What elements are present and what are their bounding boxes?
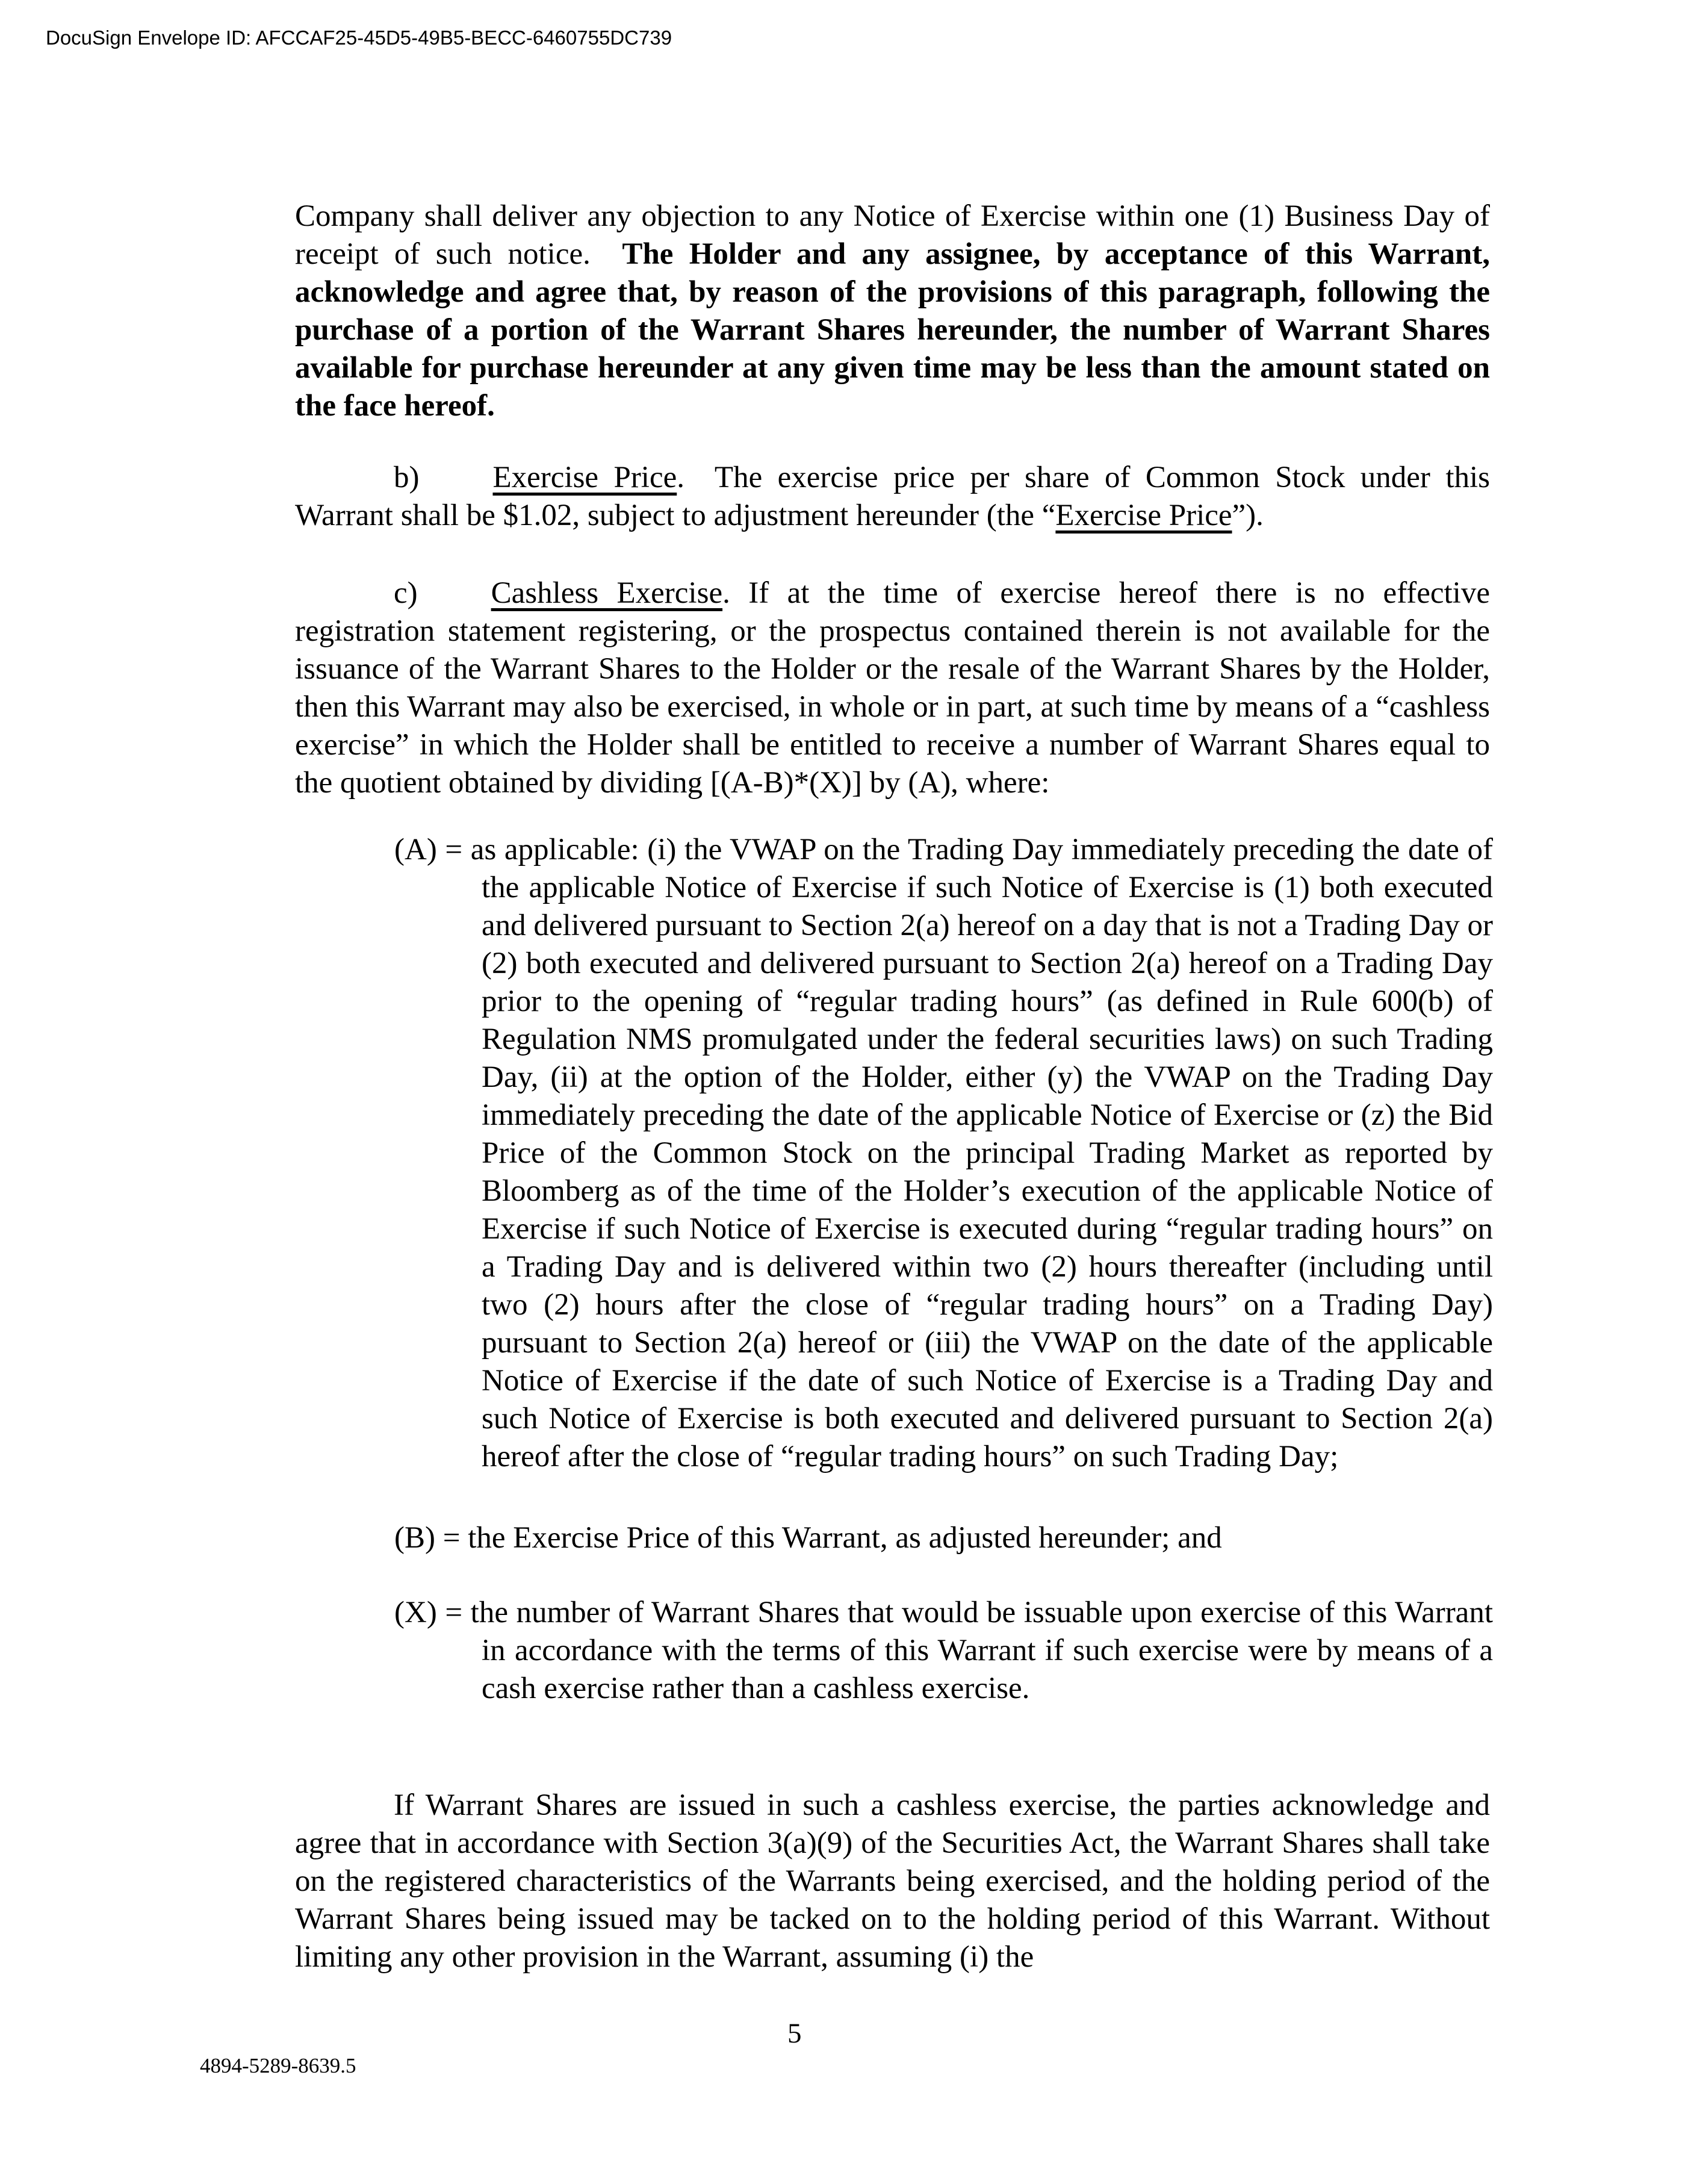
section-main-text xyxy=(295,198,1490,802)
document-control-number: 4894-5289-8639.5 xyxy=(200,2054,356,2077)
defined-term-exercise-price: Exercise Price xyxy=(1055,499,1232,532)
docusign-envelope-id: DocuSign Envelope ID: AFCCAF25-45D5-49B5-BECC-6460755DC739 xyxy=(46,26,672,49)
definition-x: (X) = the number of Warrant Shares that would be issuable upon exercise of this Warrant in accordance with the terms of this Warrant if such exercise were by means of a cash exercise rather than a cashless exercise. xyxy=(394,1596,1493,1705)
section-closing xyxy=(295,1787,1490,1976)
paragraph-notice-continuation xyxy=(295,198,1490,425)
paragraph-notice-normal-text: Company shall deliver any objection to any Notice of Exercise within one (1) Business Day of receipt of such notice. xyxy=(295,199,1490,271)
paragraph-exercise-price-tail: ”). xyxy=(1232,499,1264,532)
paragraph-exercise-price-text: . The exercise price per share of Common Stock under this Warrant shall be $1.02, subject to adjustment hereunder (the “ xyxy=(295,461,1491,532)
heading-cashless-exercise: Cashless Exercise xyxy=(491,576,723,610)
definition-a: (A) = as applicable: (i) the VWAP on the Trading Day immediately preceding the date of the applicable Notice of Exercise if such Notice of Exercise is (1) both executed and delivered pursuant to Section 2(a) hereof on a day that is not a Trading Day or (2) both executed and delivered pursuant to Section 2(a) hereof on a Trading Day prior to the opening of “regular trading hours” (as defined in Rule 600(b) of Regulation NMS promulgated under the federal securities laws) on such Trading Day, (ii) at the option of the Holder, either (y) the VWAP on the Trading Day immediately preceding the date of the applicable Notice of Exercise or (z) the Bid Price of the Common Stock on the principal Trading Market as reported by Bloomberg as of the time of the Holder’s execution of the applicable Notice of Exercise if such Notice of Exercise is executed during “regular trading hours” on a Trading Day and is delivered within two (2) hours thereafter (including until two (2) hours after the close of “regular trading hours” on a Trading Day) pursuant to Section 2(a) hereof or (iii) the VWAP on the date of the applicable Notice of Exercise if the date of such Notice of Exercise is a Trading Day and such Notice of Exercise is both executed and delivered pursuant to Section 2(a) hereof after the close of “regular trading hours” on such Trading Day; xyxy=(394,833,1493,1473)
page-number: 5 xyxy=(787,2018,802,2049)
paragraph-cashless-exercise-text: . If at the time of exercise hereof there is no effective registration statement registering, or the prospectus contained therein is not available for the issuance of the Warrant Shares to the Holder or the resale of the Warrant Shares by the Holder, then this Warrant may also be exercised, in whole or in part, at such time by means of a “cashless exercise” in which the Holder shall be entitled to receive a number of Warrant Shares equal to the quotient obtained by dividing [(A-B)*(X)] by (A), where: xyxy=(295,576,1490,800)
paragraph-closing: If Warrant Shares are issued in such a cashless exercise, the parties acknowledge and agree that in accordance with Section 3(a)(9) of the Securities Act, the Warrant Shares shall take on the registered characteristics of the Warrants being exercised, and the holding period of the Warrant Shares being issued may be tacked on to the holding period of this Warrant. Without limiting any other provision in the Warrant, assuming (i) the xyxy=(295,1788,1490,1974)
paragraph-cashless-exercise xyxy=(295,574,1490,802)
section-definitions xyxy=(295,831,1493,1708)
paragraph-exercise-price xyxy=(295,459,1490,535)
heading-exercise-price: Exercise Price xyxy=(492,461,677,494)
paragraph-notice-bold-text: The Holder and any assignee, by acceptance of this Warrant, acknowledge and agree that, by reason of the provisions of this paragraph, following the purchase of a portion of the Warrant Shares hereunder, the number of Warrant Shares available for purchase hereunder at any given time may be less than the amount stated on the face hereof. xyxy=(295,237,1491,423)
list-marker-b: b) xyxy=(394,461,420,494)
list-marker-c: c) xyxy=(394,576,418,610)
definition-b: (B) = the Exercise Price of this Warrant, as adjusted hereunder; and xyxy=(394,1521,1222,1555)
